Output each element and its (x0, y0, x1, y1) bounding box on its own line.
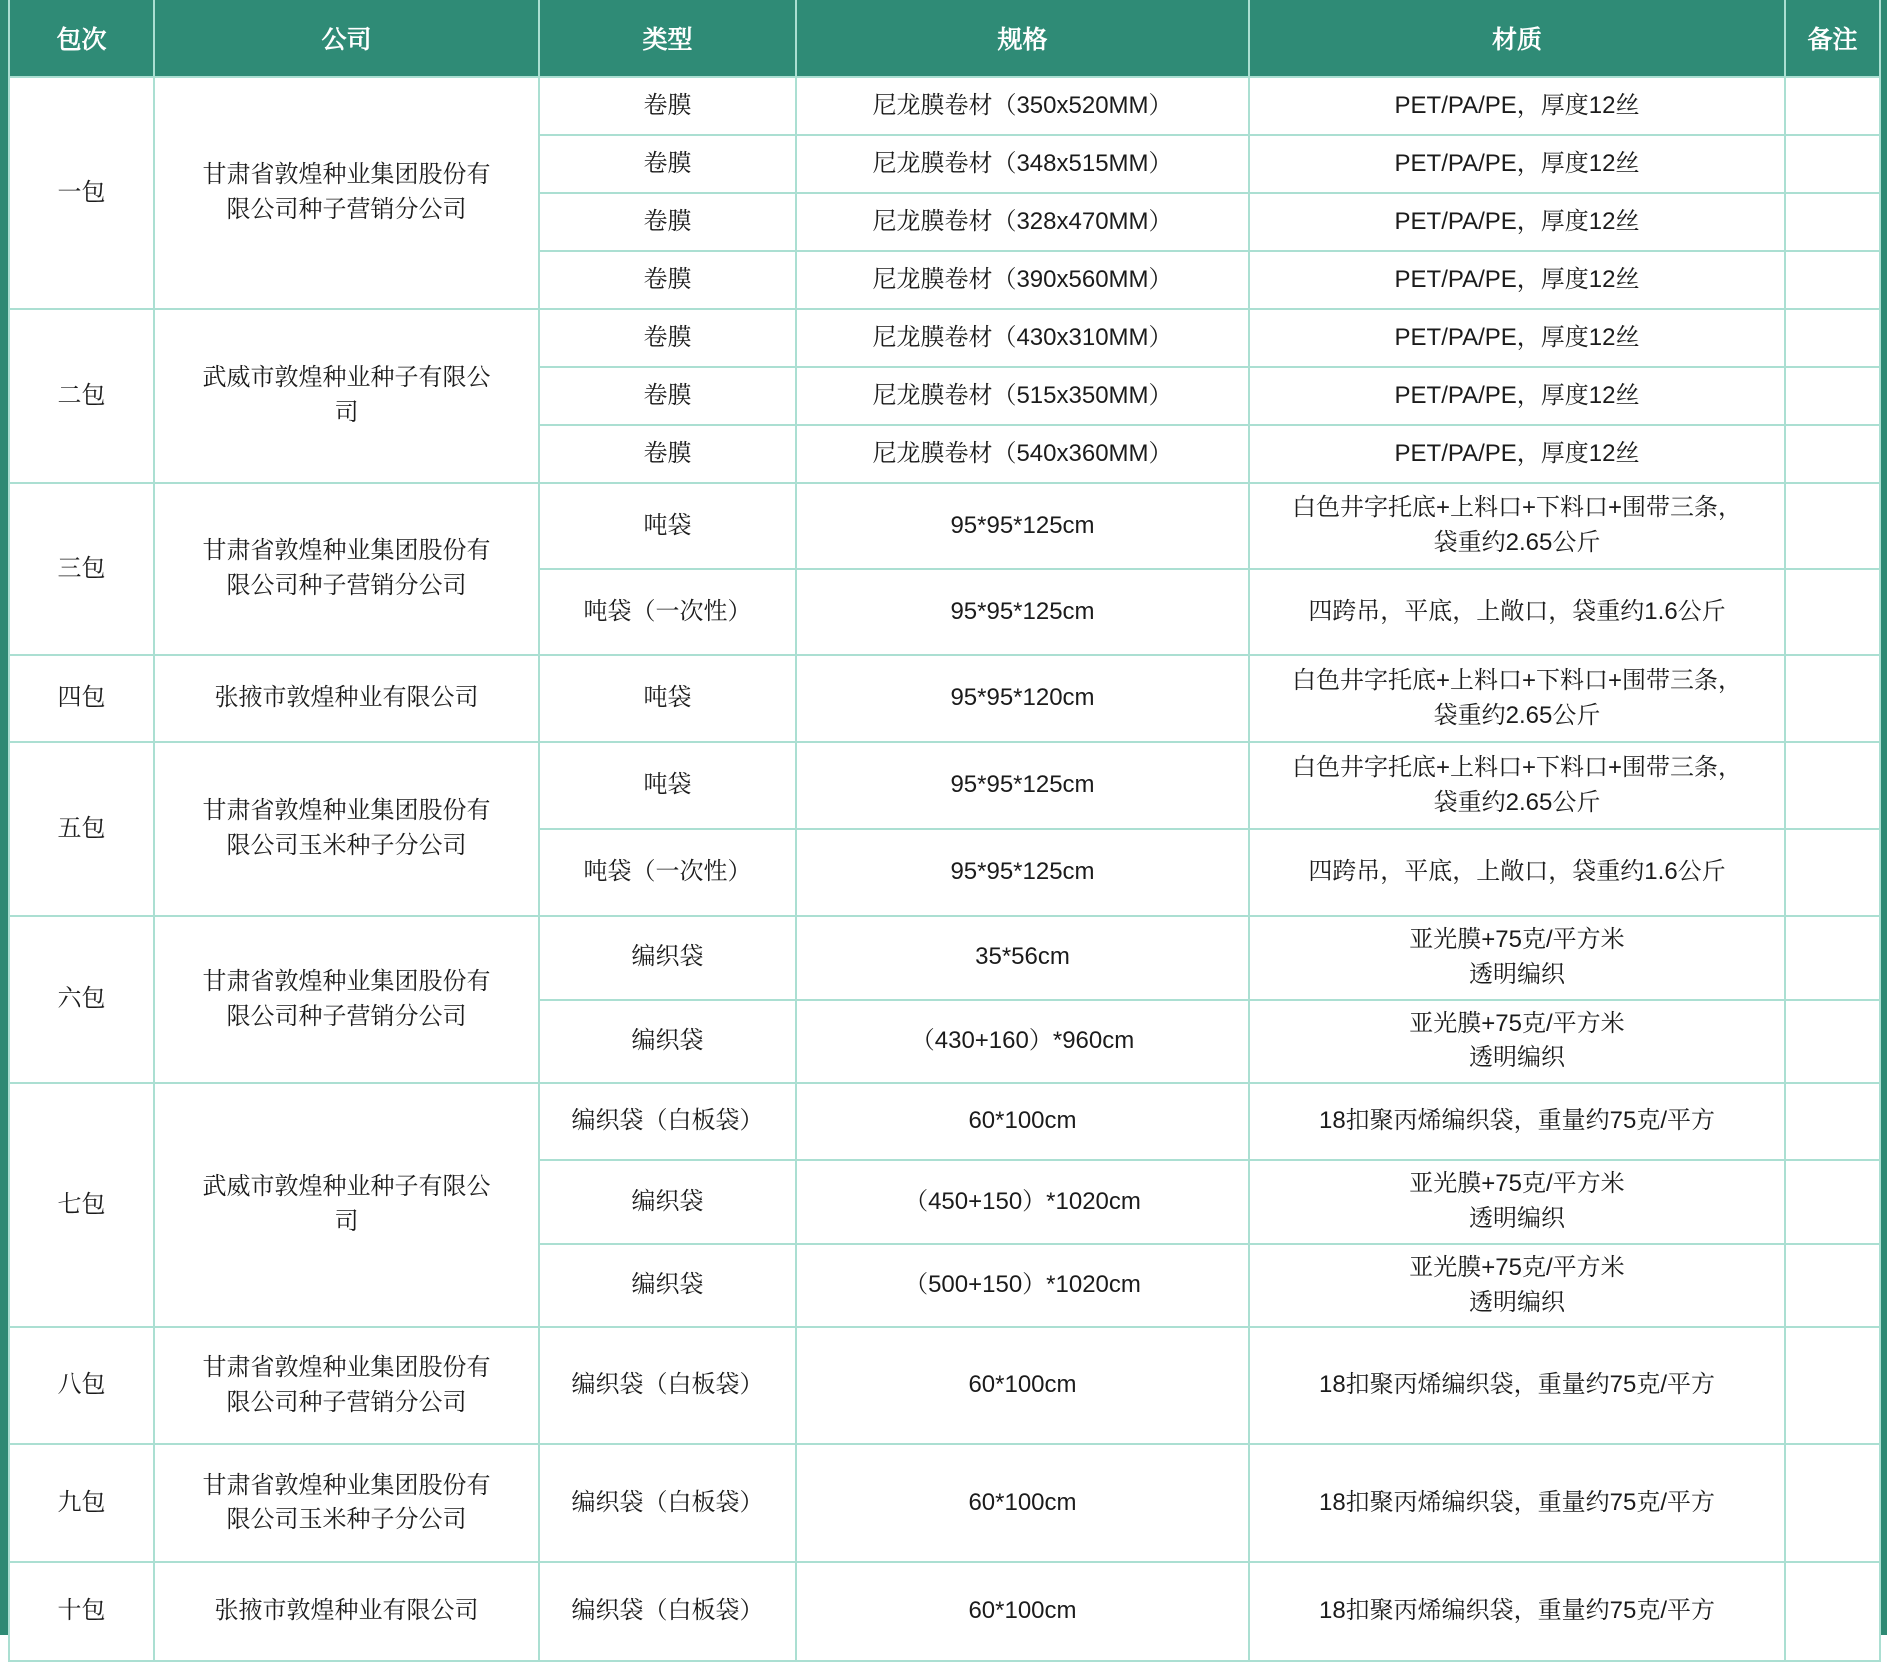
cell-package: 二包 (9, 309, 154, 483)
cell-material: PET/PA/PE，厚度12丝 (1249, 77, 1785, 135)
cell-remark (1785, 309, 1880, 367)
cell-package: 九包 (9, 1444, 154, 1562)
cell-type: 编织袋 (539, 1000, 796, 1084)
cell-material: 18扣聚丙烯编织袋，重量约75克/平方 (1249, 1562, 1785, 1661)
cell-remark (1785, 1244, 1880, 1328)
cell-type: 卷膜 (539, 135, 796, 193)
cell-type: 编织袋（白板袋） (539, 1444, 796, 1562)
cell-spec: 尼龙膜卷材（540x360MM） (796, 425, 1249, 483)
cell-type: 编织袋（白板袋） (539, 1327, 796, 1444)
cell-spec: 60*100cm (796, 1083, 1249, 1160)
cell-spec: 95*95*125cm (796, 829, 1249, 916)
cell-type: 卷膜 (539, 367, 796, 425)
cell-spec: 60*100cm (796, 1327, 1249, 1444)
cell-remark (1785, 135, 1880, 193)
cell-material: 亚光膜+75克/平方米 透明编织 (1249, 1000, 1785, 1084)
cell-package: 三包 (9, 483, 154, 655)
cell-spec: 尼龙膜卷材（390x560MM） (796, 251, 1249, 309)
cell-remark (1785, 367, 1880, 425)
cell-package: 六包 (9, 916, 154, 1083)
cell-material: 白色井字托底+上料口+下料口+围带三条， 袋重约2.65公斤 (1249, 742, 1785, 829)
cell-material: PET/PA/PE，厚度12丝 (1249, 425, 1785, 483)
cell-spec: 60*100cm (796, 1444, 1249, 1562)
table-row (9, 1327, 1880, 1444)
cell-type: 编织袋 (539, 1244, 796, 1328)
cell-type: 卷膜 (539, 193, 796, 251)
cell-type: 编织袋 (539, 916, 796, 1000)
cell-material: 白色井字托底+上料口+下料口+围带三条， 袋重约2.65公斤 (1249, 483, 1785, 569)
table-row (9, 1083, 1880, 1160)
cell-material: 白色井字托底+上料口+下料口+围带三条， 袋重约2.65公斤 (1249, 655, 1785, 742)
cell-material: 18扣聚丙烯编织袋，重量约75克/平方 (1249, 1444, 1785, 1562)
cell-remark (1785, 251, 1880, 309)
column-header-type: 类型 (539, 0, 796, 77)
cell-spec: 尼龙膜卷材（430x310MM） (796, 309, 1249, 367)
cell-type: 吨袋（一次性） (539, 569, 796, 655)
cell-type: 吨袋 (539, 742, 796, 829)
cell-remark (1785, 483, 1880, 569)
cell-material: 亚光膜+75克/平方米 透明编织 (1249, 1244, 1785, 1328)
cell-company: 武威市敦煌种业种子有限公司 (154, 309, 539, 483)
cell-material: 18扣聚丙烯编织袋，重量约75克/平方 (1249, 1083, 1785, 1160)
header-row (9, 0, 1880, 77)
cell-spec: 60*100cm (796, 1562, 1249, 1661)
cell-spec: 35*56cm (796, 916, 1249, 1000)
cell-package: 十包 (9, 1562, 154, 1661)
cell-package: 七包 (9, 1083, 154, 1327)
cell-company: 张掖市敦煌种业有限公司 (154, 655, 539, 742)
column-header-package: 包次 (9, 0, 154, 77)
cell-remark (1785, 1000, 1880, 1084)
column-header-company: 公司 (154, 0, 539, 77)
cell-material: 四跨吊，平底，上敞口，袋重约1.6公斤 (1249, 569, 1785, 655)
cell-type: 编织袋 (539, 1160, 796, 1244)
cell-type: 卷膜 (539, 77, 796, 135)
table-row (9, 483, 1880, 569)
cell-spec: 95*95*125cm (796, 483, 1249, 569)
cell-package: 八包 (9, 1327, 154, 1444)
cell-company: 张掖市敦煌种业有限公司 (154, 1562, 539, 1661)
cell-spec: （430+160）*960cm (796, 1000, 1249, 1084)
cell-remark (1785, 1444, 1880, 1562)
cell-remark (1785, 655, 1880, 742)
cell-spec: 尼龙膜卷材（328x470MM） (796, 193, 1249, 251)
table-row (9, 916, 1880, 1000)
cell-material: 亚光膜+75克/平方米 透明编织 (1249, 1160, 1785, 1244)
cell-remark (1785, 77, 1880, 135)
cell-spec: 尼龙膜卷材（348x515MM） (796, 135, 1249, 193)
cell-company: 武威市敦煌种业种子有限公司 (154, 1083, 539, 1327)
cell-remark (1785, 916, 1880, 1000)
column-header-spec: 规格 (796, 0, 1249, 77)
table-row (9, 655, 1880, 742)
table-row (9, 742, 1880, 829)
cell-spec: （500+150）*1020cm (796, 1244, 1249, 1328)
cell-material: PET/PA/PE，厚度12丝 (1249, 135, 1785, 193)
table-row (9, 1562, 1880, 1661)
column-header-remark: 备注 (1785, 0, 1880, 77)
cell-material: PET/PA/PE，厚度12丝 (1249, 309, 1785, 367)
cell-remark (1785, 193, 1880, 251)
cell-remark (1785, 1562, 1880, 1661)
cell-package: 四包 (9, 655, 154, 742)
cell-material: 18扣聚丙烯编织袋，重量约75克/平方 (1249, 1327, 1785, 1444)
cell-spec: 95*95*120cm (796, 655, 1249, 742)
cell-remark (1785, 1327, 1880, 1444)
table-header (9, 0, 1880, 77)
cell-remark (1785, 425, 1880, 483)
procurement-table (8, 0, 1881, 1662)
column-header-material: 材质 (1249, 0, 1785, 77)
cell-spec: 95*95*125cm (796, 742, 1249, 829)
table-body (9, 77, 1880, 1661)
cell-remark (1785, 829, 1880, 916)
cell-type: 编织袋（白板袋） (539, 1562, 796, 1661)
cell-spec: 尼龙膜卷材（350x520MM） (796, 77, 1249, 135)
cell-remark (1785, 1160, 1880, 1244)
cell-type: 卷膜 (539, 251, 796, 309)
cell-material: PET/PA/PE，厚度12丝 (1249, 367, 1785, 425)
cell-material: PET/PA/PE，厚度12丝 (1249, 193, 1785, 251)
cell-spec: （450+150）*1020cm (796, 1160, 1249, 1244)
table-row (9, 77, 1880, 135)
cell-package: 一包 (9, 77, 154, 309)
table-row (9, 309, 1880, 367)
cell-material: PET/PA/PE，厚度12丝 (1249, 251, 1785, 309)
cell-type: 吨袋（一次性） (539, 829, 796, 916)
cell-remark (1785, 569, 1880, 655)
cell-type: 编织袋（白板袋） (539, 1083, 796, 1160)
cell-company: 甘肃省敦煌种业集团股份有限公司种子营销分公司 (154, 1327, 539, 1444)
cell-package: 五包 (9, 742, 154, 916)
cell-company: 甘肃省敦煌种业集团股份有限公司玉米种子分公司 (154, 1444, 539, 1562)
cell-company: 甘肃省敦煌种业集团股份有限公司玉米种子分公司 (154, 742, 539, 916)
cell-remark (1785, 742, 1880, 829)
cell-type: 卷膜 (539, 425, 796, 483)
cell-company: 甘肃省敦煌种业集团股份有限公司种子营销分公司 (154, 483, 539, 655)
cell-type: 吨袋 (539, 655, 796, 742)
cell-material: 亚光膜+75克/平方米 透明编织 (1249, 916, 1785, 1000)
table-row (9, 1444, 1880, 1562)
cell-spec: 95*95*125cm (796, 569, 1249, 655)
cell-type: 吨袋 (539, 483, 796, 569)
cell-spec: 尼龙膜卷材（515x350MM） (796, 367, 1249, 425)
cell-company: 甘肃省敦煌种业集团股份有限公司种子营销分公司 (154, 77, 539, 309)
cell-type: 卷膜 (539, 309, 796, 367)
cell-company: 甘肃省敦煌种业集团股份有限公司种子营销分公司 (154, 916, 539, 1083)
cell-material: 四跨吊，平底，上敞口，袋重约1.6公斤 (1249, 829, 1785, 916)
cell-remark (1785, 1083, 1880, 1160)
